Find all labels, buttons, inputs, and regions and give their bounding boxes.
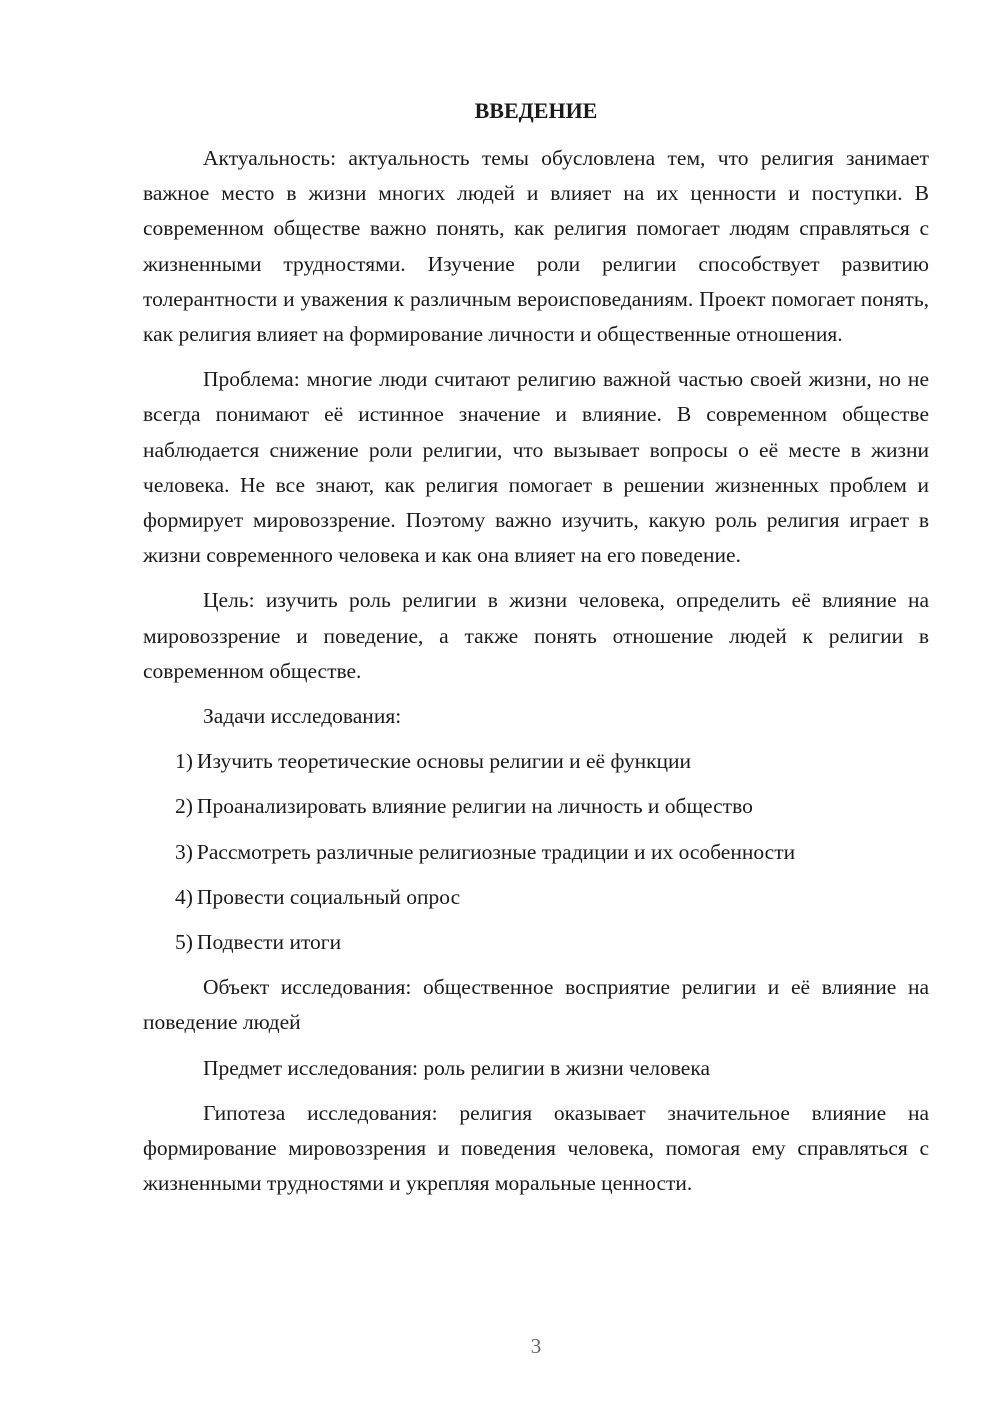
list-item-text: Провести социальный опрос (196, 884, 461, 909)
list-item-number: 4) (175, 884, 193, 909)
document-page (143, 93, 929, 1211)
list-item-text: Проанализировать влияние религии на личность и общество (196, 794, 753, 819)
list-item-number: 5) (175, 930, 193, 955)
relevance-paragraph: Актуальность: актуальность темы обусловлена тем, что религия занимает важное место в жизни многих людей и влияет на их ценности и поступки. В современном обществе важно понять, как религия помогает людям справляться с жизненными трудностями. Изучение роли религии способствует развитию толерантности и уважения к различным вероисповеданиям. Проект помогает понять, как религия влияет на формирование личности и общественные отношения. (143, 146, 929, 347)
list-item-number: 2) (175, 794, 193, 819)
list-item-text: Рассмотреть различные религиозные традиции и их особенности (196, 839, 796, 864)
page-number: 3 (530, 1334, 542, 1358)
goal-paragraph: Цель: изучить роль религии в жизни человека, определить её влияние на мировоззрение и поведение, а также понять отношение людей к религии в современном обществе. (143, 588, 929, 683)
tasks-list (143, 744, 929, 960)
list-item (143, 789, 929, 824)
list-item-text: Изучить теоретические основы религии и её функции (196, 749, 692, 774)
list-item-number: 3) (175, 839, 193, 864)
object-paragraph: Объект исследования: общественное восприятие религии и её влияние на поведение людей (143, 975, 929, 1035)
tasks-heading: Задачи исследования: (203, 704, 402, 729)
problem-paragraph: Проблема: многие люди считают религию важной частью своей жизни, но не всегда понимают её истинное значение и влияние. В современном обществе наблюдается снижение роли религии, что вызывает вопросы о её месте в жизни человека. Не все знают, как религия помогает в решении жизненных проблем и формирует мировоззрение. Поэтому важно изучить, какую роль религия играет в жизни современного человека и как она влияет на его поведение. (143, 367, 929, 568)
subject-paragraph: Предмет исследования: роль религии в жизни человека (203, 1055, 711, 1080)
hypothesis-paragraph: Гипотеза исследования: религия оказывает значительное влияние на формирование мировоззрения и поведения человека, помогая ему справляться с жизненными трудностями и укрепляя моральные ценности. (143, 1100, 929, 1196)
list-item (143, 880, 929, 915)
list-item-number: 1) (175, 749, 193, 774)
list-item (143, 744, 929, 779)
list-item-text: Подвести итоги (196, 930, 342, 955)
list-item (143, 835, 929, 870)
list-item (143, 925, 929, 960)
page-title: ВВЕДЕНИЕ (474, 98, 598, 123)
